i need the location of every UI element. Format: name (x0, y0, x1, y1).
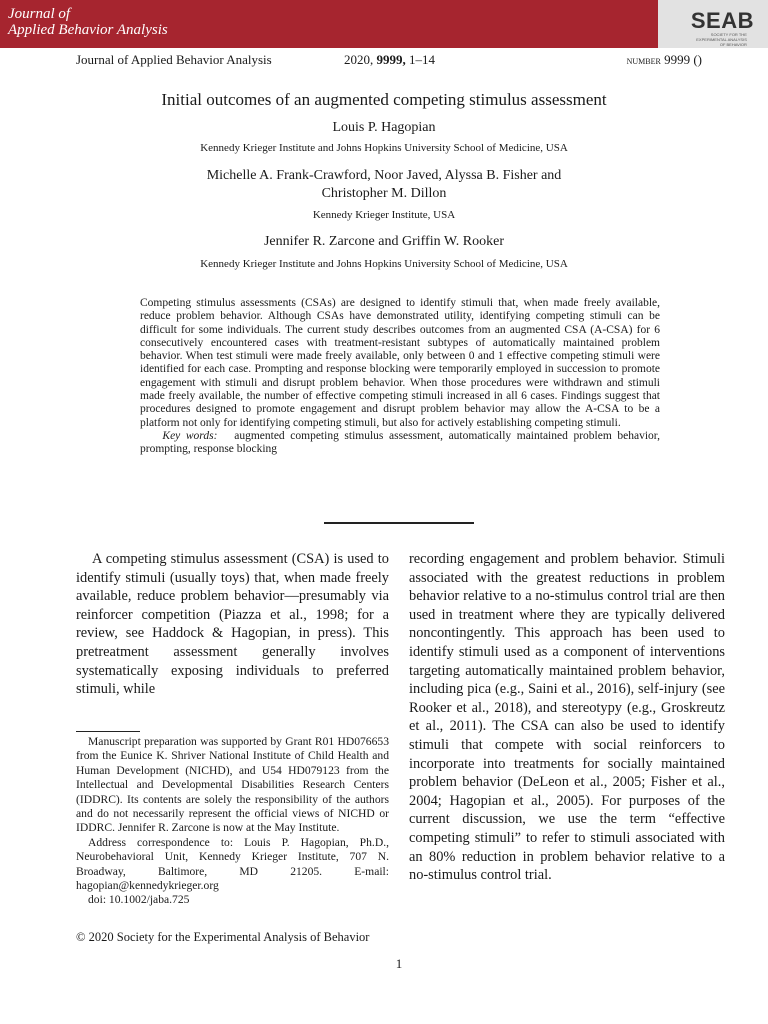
running-head-volume: 9999, (376, 52, 406, 67)
footnote-correspondence: Address correspondence to: Louis P. Hagopian, Ph.D., Neurobehavioral Unit, Kennedy Krieger Institute, 707 N. Broadway, Baltimore, MD 21205. E-mail: hagopian@kennedykrieger.org (76, 835, 389, 893)
page-number: 1 (395, 956, 403, 971)
section-divider (324, 522, 474, 524)
affiliation-1: Kennedy Krieger Institute and Johns Hopkins University School of Medicine, USA (200, 142, 568, 154)
keywords-label: Key words: (162, 429, 218, 442)
seab-logo-text: SEAB (690, 8, 754, 33)
journal-banner (0, 0, 768, 48)
running-head-number-label: number (626, 53, 661, 67)
body-column-right: recording engagement and problem behavior. Stimuli associated with the greatest reductions in problem behavior relative to a no-stimulus control trial are then used in treatment where they are typically delivered noncontingently. This approach has been used to identify stimuli used as a component of interventions targeting automatically maintained problem behavior, including pica (e.g., Saini et al., 2016), self-injury (see Rooker et al., 2018), and stereotypy (e.g., Groskreutz et al., 2011). The CSA can also be used to identify stimuli that compete with social reinforcers to incorporate into treatments for socially maintained problem behavior (DeLeon et al., 2005; Fisher et al., 2004; Hagopian et al., 2005). For purposes of the current discussion, we use the term “effective competing stimuli” to refer to stimuli associated with an 80% reduction in problem behavior relative to a no-stimulus control trial. (409, 551, 725, 884)
running-head-citation (344, 52, 435, 68)
affiliation-2: Kennedy Krieger Institute, USA (312, 209, 456, 221)
author-line-2a: Michelle A. Frank-Crawford, Noor Javed, Alyssa B. Fisher and (206, 168, 562, 183)
seab-logo (691, 10, 754, 47)
footnote (76, 735, 389, 908)
running-head-number-value: 9999 () (664, 52, 702, 67)
running-head-number (627, 52, 702, 68)
running-head-year: 2020, (344, 52, 374, 67)
copyright: © 2020 Society for the Experimental Analysis of Behavior (76, 930, 370, 944)
journal-logo (8, 6, 168, 38)
footnote-doi: doi: 10.1002/jaba.725 (88, 893, 190, 907)
affiliation-3: Kennedy Krieger Institute and Johns Hopkins University School of Medicine, USA (200, 258, 568, 270)
author-line-1: Louis P. Hagopian (332, 120, 436, 135)
running-head-journal: Journal of Applied Behavior Analysis (76, 52, 272, 67)
body-column-left: A competing stimulus assessment (CSA) is used to identify stimuli (usually toys) that, when made freely available, reduce problem behavior—presumably via reinforcer competition (Piazza et al., 1998; for a review, see Haddock & Hagopian, in press). This pretreatment assessment generally involves systematically exposing individuals to preferred stimuli, while (76, 551, 389, 698)
seab-logo-subtitle: SOCIETY FOR THE EXPERIMENTAL ANALYSIS OF BEHAVIOR (696, 32, 747, 47)
author-line-2b: Christopher M. Dillon (321, 186, 447, 201)
abstract-text: Competing stimulus assessments (CSAs) are designed to identify stimuli that, when made freely available, reduce problem behavior. Although CSAs have demonstrated utility, identifying competing stimuli can be difficult for some individuals. The current study describes outcomes from an augmented CSA (A-CSA) for 6 consecutively encountered cases with treatment-resistant subtypes of automatically maintained problem behavior. When test stimuli were made freely available, only between 0 and 1 effective competing stimuli were identified for each case. Prompting and response blocking were temporarily employed in succession to promote engagement with stimuli and disrupt problem behavior. When those procedures were withdrawn and stimuli made freely available, the number of effective competing stimuli increased in all 6 cases. Findings suggest that procedures designed to promote engagement and disrupt problem behavior may allow the A-CSA to be a platform not only for identifying competing stimuli, but also for actively establishing competing stimuli. (140, 297, 660, 429)
author-line-3: Jennifer R. Zarcone and Griffin W. Rooker (263, 234, 504, 249)
abstract (140, 297, 660, 457)
running-head-pages: 1–14 (409, 52, 435, 67)
journal-name-line2: Applied Behavior Analysis (8, 22, 168, 38)
journal-name-line1: Journal of (8, 6, 71, 22)
footnote-rule (76, 731, 140, 732)
keywords (140, 430, 660, 457)
article-title: Initial outcomes of an augmented competing stimulus assessment (161, 90, 607, 109)
footnote-funding: Manuscript preparation was supported by Grant R01 HD076653 from the Eunice K. Shriver National Institute of Child Health and Human Development (NICHD), and U54 HD079123 from the Intellectual and Developmental Disabilities Research Centers (IDDRC). Its contents are solely the responsibility of the authors and do not necessarily represent the official views of NICHD or IDDRC. Jennifer R. Zarcone is now at the May Institute. (76, 735, 389, 835)
keywords-text: augmented competing stimulus assessment, automatically maintained problem behavior, prompting, response blocking (140, 429, 661, 456)
